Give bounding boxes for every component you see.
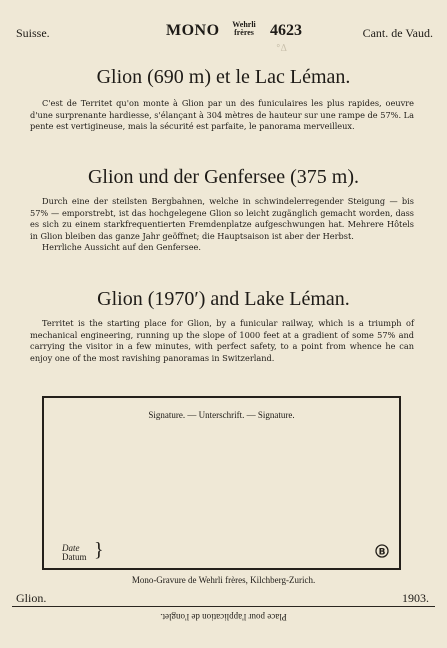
card-header: [16, 20, 433, 46]
svg-text:B: B: [378, 547, 386, 558]
french-paragraph: C'est de Territet qu'on monte à Glion par un des funiculaires les plus rapides, oeuvre d'une surprenante hardiesse, s'élançant à 304 mètres de hauteur sur une rampe de 57%. La pente est vertigineuse, mais la sécurité est parfaite, le panorama merveilleux.: [30, 98, 414, 131]
german-text: [30, 196, 414, 254]
date-label-line-2: Datum: [62, 552, 87, 562]
brace-icon: }: [94, 539, 104, 561]
footer-divider: [12, 606, 435, 607]
maker-line-2: frères: [234, 28, 254, 37]
place-label: Glion.: [16, 591, 47, 605]
german-paragraph: Durch eine der steilsten Bergbahnen, welche in schwindelerregender Steigung — bis 57% — emporstrebt, ist das hochgelegene Glion so leicht zugänglich gemacht worden, dass es sich zu einem starkfrequentierten Fremdenplatze aufgeschwungen hat. Mehrere Hôtels in Glion bleiben das ganze Jahr geöffnet; die Hauptsaison ist aber der Herbst.: [30, 196, 414, 241]
publisher-logo-icon: [375, 544, 389, 558]
printer-credit: Mono-Gravure de Wehrli frères, Kilchberg-Zurich.: [131, 575, 316, 585]
maker-line-1: Wehrli: [232, 20, 256, 29]
canton-label: Cant. de Vaud.: [362, 26, 433, 40]
german-paragraph-2: Herrliche Aussicht auf den Genfersee.: [42, 242, 202, 252]
french-title: Glion (690 m) et le Lac Léman.: [96, 66, 351, 88]
english-title: Glion (1970′) and Lake Léman.: [97, 288, 350, 310]
card-number: 4623: [270, 22, 302, 39]
german-title: Glion und der Genfersee (375 m).: [87, 166, 360, 188]
english-paragraph: Territet is the starting place for Glion, by a funicular railway, which is a triumph of mechanical engineering, running up the slope of 1000 feet at a gradient of some 57% and carrying the visitor in a few minutes, with perfect safety, to a point from whence he can enjoy one of the most ravishing panoramas in Switzerland.: [30, 318, 414, 363]
signature-box[interactable]: [42, 396, 401, 570]
brand-name: MONO: [166, 22, 220, 39]
brand-block: [166, 20, 326, 46]
year-label: 1903.: [402, 591, 429, 605]
country-label: Suisse.: [16, 26, 50, 40]
maker-name: [229, 21, 259, 37]
signature-label: Signature. — Unterschrift. — Signature.: [148, 410, 295, 420]
french-text: [30, 98, 414, 133]
english-text: [30, 318, 414, 364]
date-label-line-1: Date: [62, 543, 80, 553]
tab-placement-note: Place pour l'application de l'onglet.: [160, 612, 287, 622]
date-label: [62, 544, 87, 562]
faint-pencil-mark: °Δ: [276, 44, 287, 54]
